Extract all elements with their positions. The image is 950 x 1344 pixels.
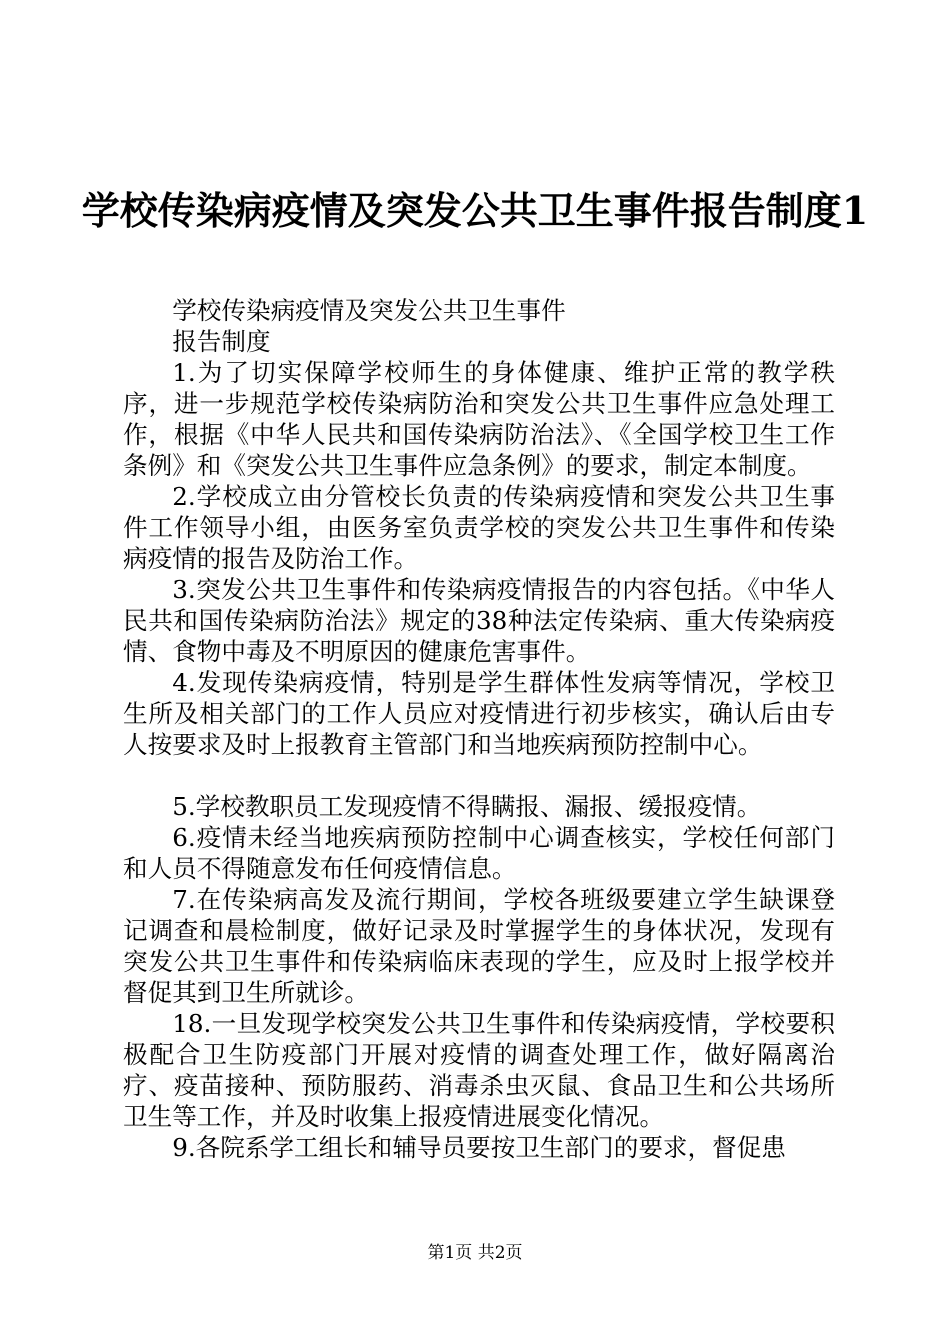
paragraph: 5.学校教职员工发现疫情不得瞒报、漏报、缓报疫情。 (172, 792, 762, 821)
paragraph: 报告制度 (172, 327, 271, 356)
paragraph: 18.一旦发现学校突发公共卫生事件和传染病疫情，学校要积极配合卫生防疫部门开展对疫情的调查处理工作，做好隔离治疗、疫苗接种、预防服药、消毒杀虫灭鼠、食品卫生和公共场所卫生等工作，并及时收集上报疫情进展变化情况。 (123, 1009, 835, 1131)
document-body (123, 295, 835, 1163)
paragraph: 2.学校成立由分管校长负责的传染病疫情和突发公共卫生事件工作领导小组，由医务室负责学校的突发公共卫生事件和传染病疫情的报告及防治工作。 (123, 482, 835, 573)
paragraph: 3.突发公共卫生事件和传染病疫情报告的内容包括。《中华人民共和国传染病防治法》规定的38种法定传染病、重大传染病疫情、食物中毒及不明原因的健康危害事件。 (123, 575, 835, 666)
paragraph: 6.疫情未经当地疾病预防控制中心调查核实，学校任何部门和人员不得随意发布任何疫情信息。 (123, 823, 835, 883)
paragraph: 1.为了切实保障学校师生的身体健康、维护正常的教学秩序，进一步规范学校传染病防治和突发公共卫生事件应急处理工作，根据《中华人民共和国传染病防治法》、《全国学校卫生工作条例》和《突发公共卫生事件应急条例》的要求，制定本制度。 (123, 358, 835, 480)
paragraph: 4.发现传染病疫情，特别是学生群体性发病等情况，学校卫生所及相关部门的工作人员应对疫情进行初步核实，确认后由专人按要求及时上报教育主管部门和当地疾病预防控制中心。 (123, 668, 835, 759)
paragraph: 学校传染病疫情及突发公共卫生事件 (172, 296, 566, 325)
page-footer: 第1页 共2页 (427, 1243, 523, 1263)
paragraph: 9.各院系学工组长和辅导员要按卫生部门的要求，督促患 (172, 1133, 786, 1162)
paragraph: 7.在传染病高发及流行期间，学校各班级要建立学生缺课登记调查和晨检制度，做好记录及时掌握学生的身体状况，发现有突发公共卫生事件和传染病临床表现的学生，应及时上报学校并督促其到卫生所就诊。 (123, 885, 835, 1007)
document-title: 学校传染病疫情及突发公共卫生事件报告制度1 (81, 188, 869, 233)
